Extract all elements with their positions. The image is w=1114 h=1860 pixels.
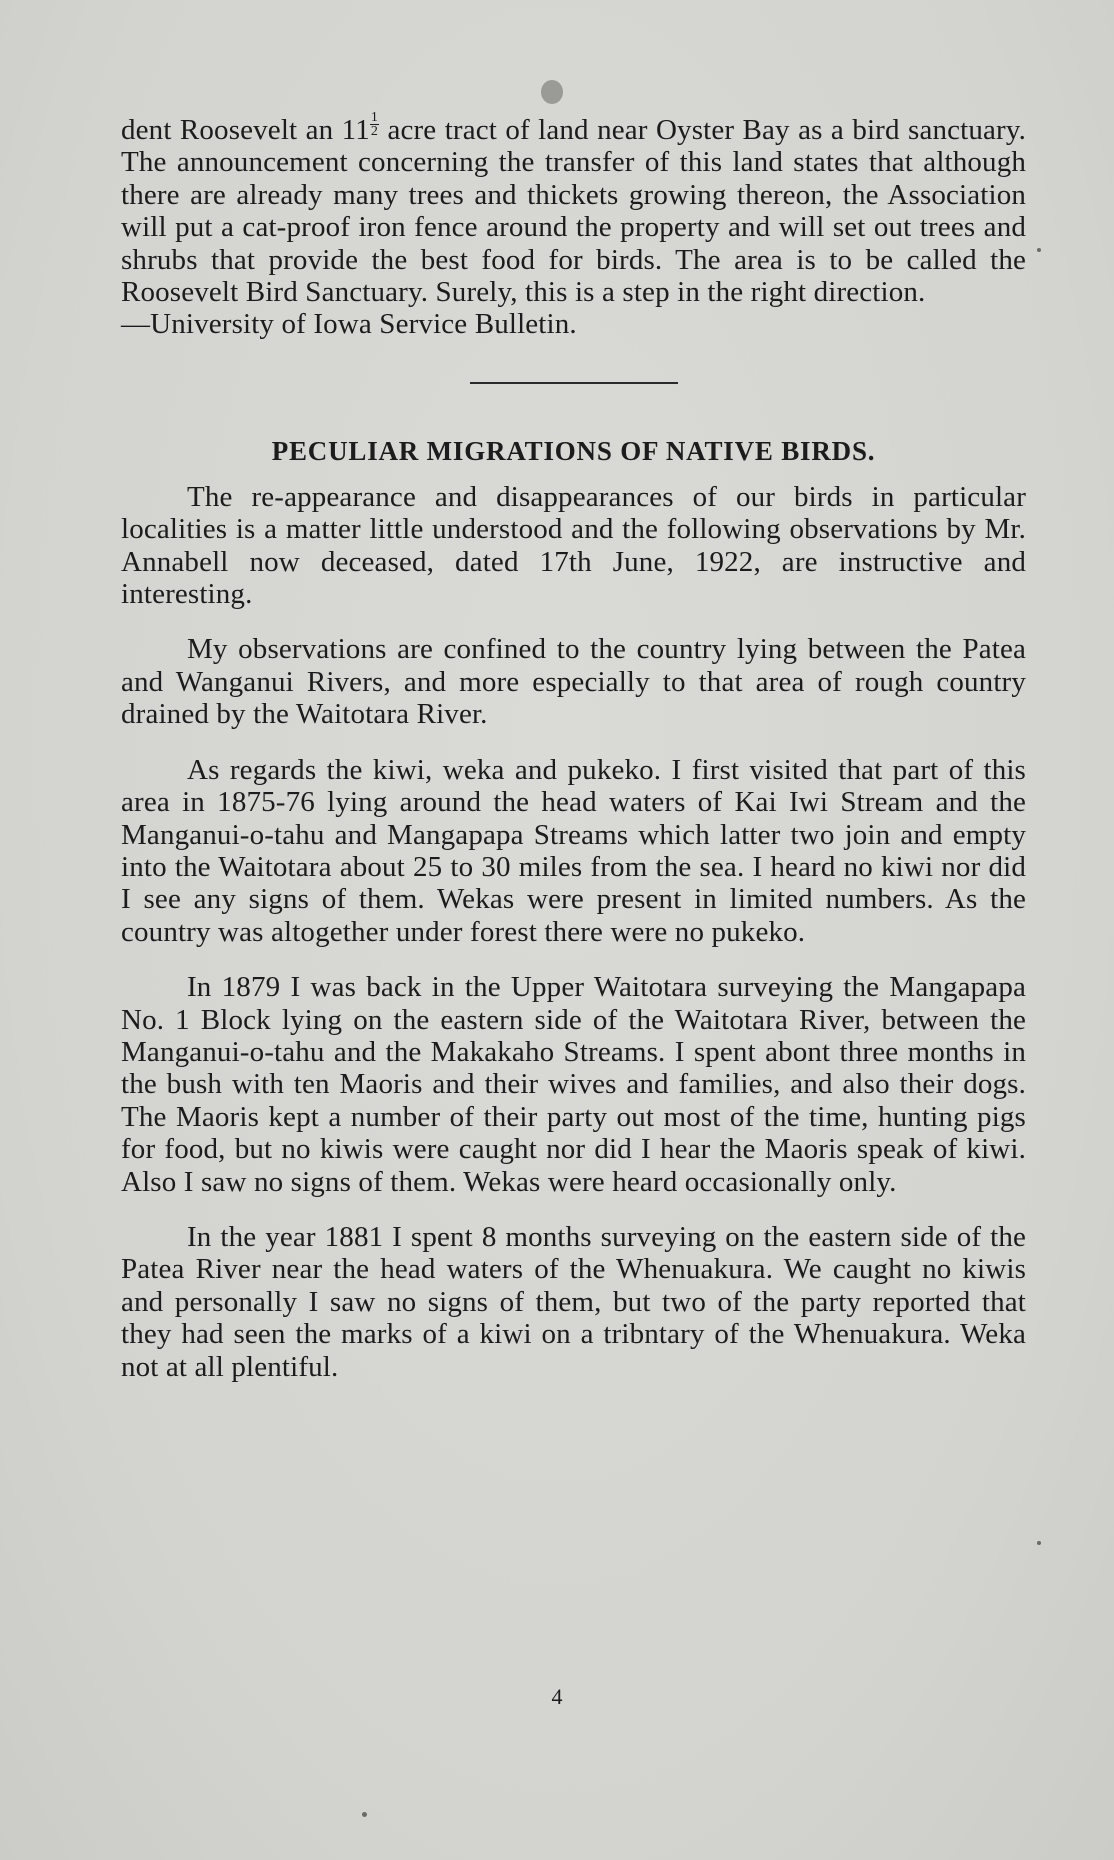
article-paragraph: The re-appearance and disappearances of our birds in particular localities is a matter little understood and the following observations by Mr. Annabell now deceased, dated 17th June, 1922, are instructive and interesting. [121, 480, 1026, 611]
fraction-denominator: 2 [370, 124, 379, 139]
half-fraction [370, 111, 379, 138]
article-paragraph: In the year 1881 I spent 8 months surveying on the eastern side of the Patea River near the head waters of the Whenuakura. We caught no kiwis and personally I saw no signs of them, but two of the party reported that they had seen the marks of a kiwi on a tribntary of the Whenuakura. Weka not at all plentiful. [121, 1220, 1026, 1383]
intro-paragraph [121, 111, 1026, 308]
section-divider [470, 382, 678, 384]
text-column [121, 111, 1026, 1383]
intro-text-rest: acre tract of land near Oyster Bay as a bird sanctuary. The announcement concerning the transfer of this land states that although there are already many trees and thickets growing thereon, the Association will put a cat-proof iron fence around the property and will set out trees and shrubs that provide the best food for birds. The area is to be called the Roosevelt Bird Sanctuary. Surely, this is a step in the right direction. [121, 114, 1026, 309]
article-paragraph: As regards the kiwi, weka and pukeko. I first visited that part of this area in 1875-76 lying around the head waters of Kai Iwi Stream and the Manganui-o-tahu and Mangapapa Streams which latter two join and empty into the Waitotara about 25 to 30 miles from the sea. I heard no kiwi nor did I see any signs of them. Wekas were present in limited numbers. As the country was altogether under forest there were no pukeko. [121, 753, 1026, 948]
ink-speck [1037, 248, 1041, 252]
intro-text-start: dent Roosevelt an 11 [121, 114, 370, 146]
fraction-numerator: 1 [370, 110, 379, 125]
attribution: —University of Iowa Service Bulletin. [121, 308, 577, 341]
ink-speck [1037, 1541, 1041, 1545]
ink-speck [362, 1812, 367, 1817]
article-paragraph: In 1879 I was back in the Upper Waitotara surveying the Mangapapa No. 1 Block lying on the eastern side of the Waitotara River, between the Manganui-o-tahu and the Makakaho Streams. I spent abont three months in the bush with ten Maoris and their wives and families, and also their dogs. The Maoris kept a number of their party out most of the time, hunting pigs for food, but no kiwis were caught nor did I hear the Maoris speak of kiwi. Also I saw no signs of them. Wekas were heard occasionally only. [121, 971, 1026, 1198]
article-paragraph: My observations are confined to the country lying between the Patea and Wanganui Rivers, and more especially to that area of rough country drained by the Waitotara River. [121, 633, 1026, 731]
ink-speck [541, 80, 563, 104]
page-number: 4 [551, 1684, 563, 1709]
article-heading: PECULIAR MIGRATIONS OF NATIVE BIRDS. [271, 435, 876, 466]
